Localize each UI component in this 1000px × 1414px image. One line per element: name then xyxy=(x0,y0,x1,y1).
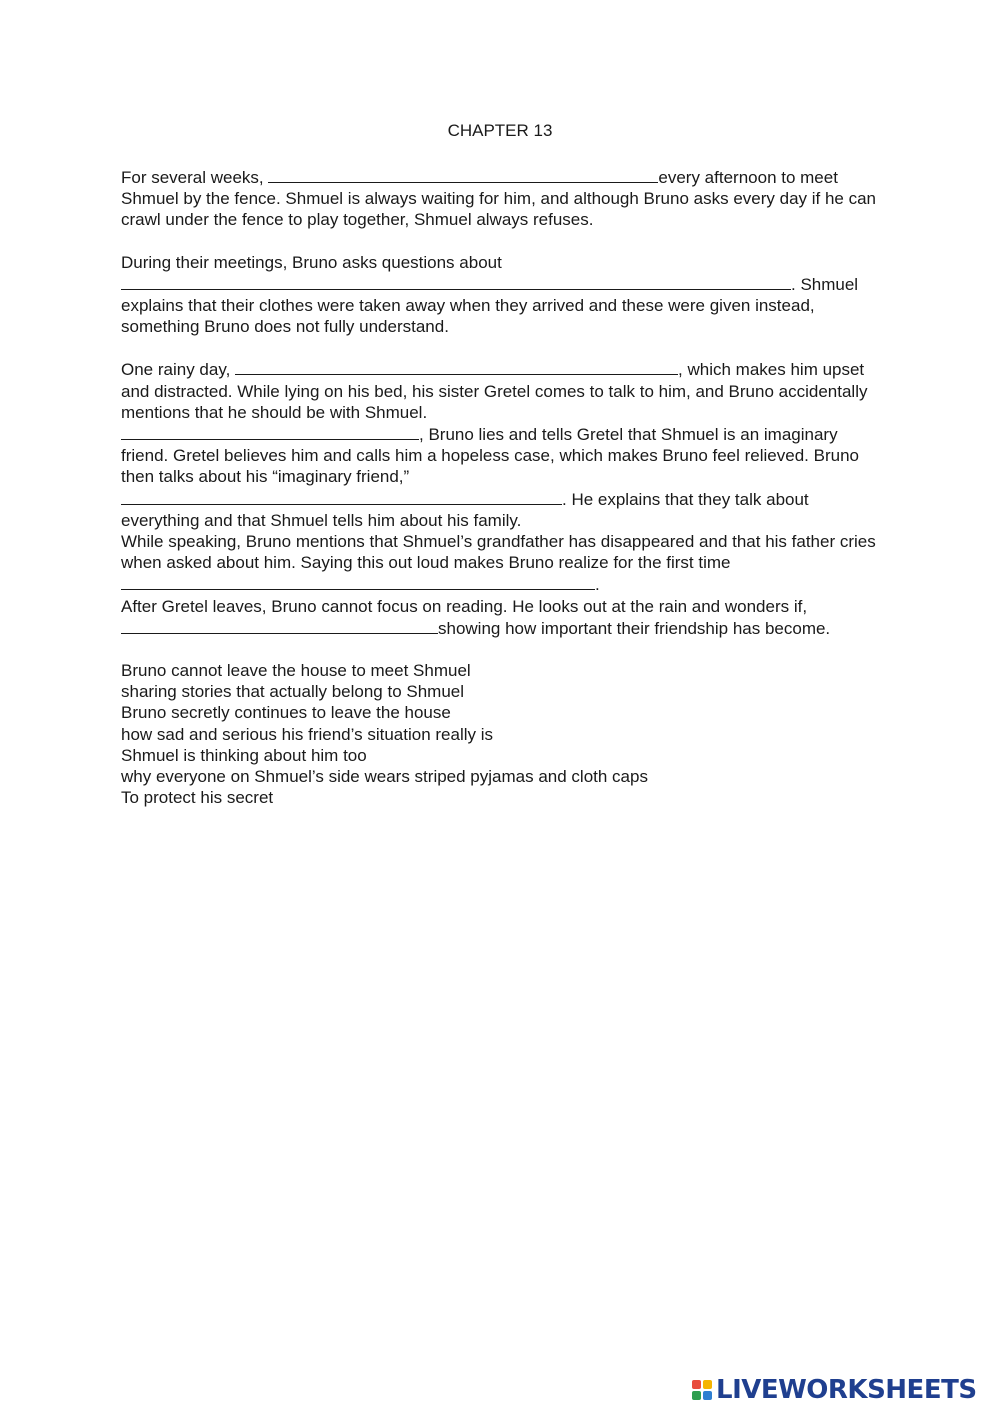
page-title: CHAPTER 13 xyxy=(447,121,553,140)
text-segment: , which makes him upset and distracted. While lying on his bed, his sister Gretel comes to talk to him, and Bruno accidentally mentions that he should be with Shmuel. xyxy=(121,360,868,422)
blank-1[interactable] xyxy=(268,166,658,183)
text-segment: , Bruno lies and tells Gretel that Shmuel is an imaginary friend. Gretel believes him and calls him a hopeless case, which makes Bruno feel relieved. Bruno then talks about his “imaginary friend,” xyxy=(121,425,859,487)
logo-square xyxy=(703,1380,712,1389)
answer-bank xyxy=(121,660,881,808)
answer-option: To protect his secret xyxy=(121,788,274,808)
logo-square xyxy=(703,1391,712,1400)
text-segment: After Gretel leaves, Bruno cannot focus on reading. He looks out at the rain and wonders if, xyxy=(121,596,808,616)
paragraph-3 xyxy=(121,358,881,639)
text-segment: . Shmuel explains that their clothes were taken away when they arrived and these were given instead, something Bruno does not fully understand. xyxy=(121,274,859,337)
blank-4[interactable] xyxy=(121,423,419,440)
blank-7[interactable] xyxy=(121,617,438,634)
answer-option: why everyone on Shmuel’s side wears striped pyjamas and cloth caps xyxy=(121,767,648,787)
answer-option: sharing stories that actually belong to Shmuel xyxy=(121,682,465,702)
logo-mark-icon xyxy=(692,1380,712,1400)
text-segment: During their meetings, Bruno asks questions about xyxy=(121,252,502,272)
text-segment: One rainy day, xyxy=(121,360,236,380)
paragraph-1 xyxy=(121,166,881,231)
text-segment: For several weeks, xyxy=(121,168,269,187)
text-segment: . He explains that they talk about everything and that Shmuel tells him about his family. xyxy=(121,489,809,530)
answer-option: Bruno cannot leave the house to meet Shmuel xyxy=(121,661,471,681)
answer-option: Bruno secretly continues to leave the house xyxy=(121,703,451,723)
blank-5[interactable] xyxy=(121,488,562,505)
text-segment: While speaking, Bruno mentions that Shmuel’s grandfather has disappeared and that his father cries when asked about him. Saying this out loud makes Bruno realize for the first time xyxy=(121,532,876,573)
blank-6[interactable] xyxy=(121,573,595,590)
logo-square xyxy=(692,1380,701,1389)
answer-option: how sad and serious his friend’s situation really is xyxy=(121,724,493,744)
paragraph-2 xyxy=(121,252,881,338)
logo-text: LIVEWORKSHEETS xyxy=(716,1375,977,1405)
logo-square xyxy=(692,1391,701,1400)
text-segment: showing how important their friendship has become. xyxy=(438,618,831,638)
blank-3[interactable] xyxy=(235,358,678,375)
text-segment: every afternoon to meet Shmuel by the fence. Shmuel is always waiting for him, and although Bruno asks every day if he can crawl under the fence to play together, Shmuel always refuses. xyxy=(121,168,877,230)
answer-option: Shmuel is thinking about him too xyxy=(121,745,367,765)
blank-2[interactable] xyxy=(121,273,791,290)
text-segment: . xyxy=(595,575,600,595)
worksheet-body xyxy=(121,166,881,808)
liveworksheets-logo xyxy=(692,1375,977,1405)
